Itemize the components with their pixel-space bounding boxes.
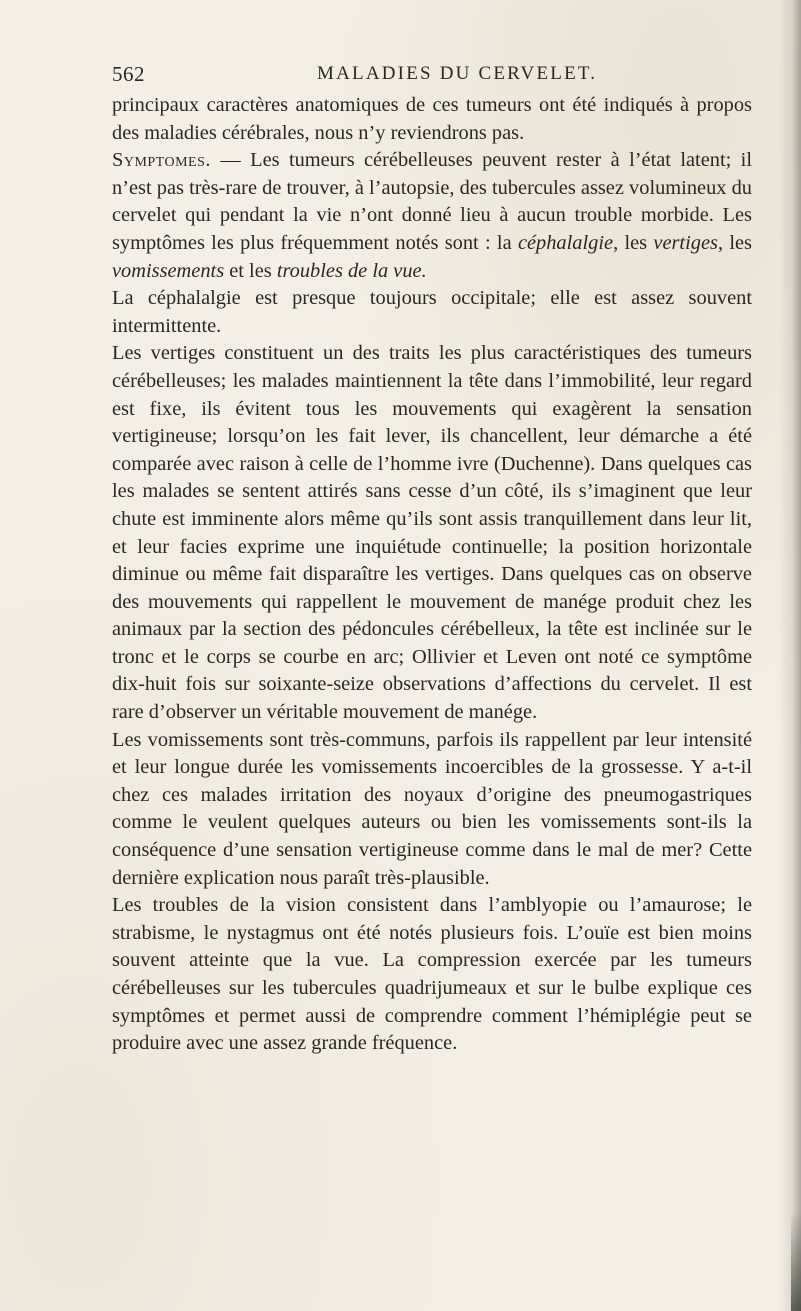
term-cephalalgie: céphalalgie bbox=[517, 231, 614, 254]
paragraph-vision bbox=[112, 892, 752, 1058]
paragraph-text: , les bbox=[613, 231, 654, 254]
paragraph-continuation bbox=[112, 92, 752, 147]
page-edge-stain bbox=[791, 1210, 801, 1311]
paragraph-text: Les vertiges constituent un des traits les plus caractéristiques des tumeurs cérébelleuses; les malades maintiennent la tête dans l’immobilité, leur regard est fixe, ils évitent tous les mouvements qui exagèrent la sensation vertigineuse; lorsqu’on les fait lever, ils chancellent, leur démarche a été comparée avec raison à celle de l’homme ivre (Duchenne). Dans quelques cas les malades se sentent attirés sans cesse d’un côté, ils s’imaginent que leur chute est imminente alors même qu’ils sont assis tranquillement dans leur lit, et leur facies exprime une inquiétude continuelle; la position horizontale diminue ou même fait disparaître les vertiges. Dans quelques cas on observe des mouvements qui rappellent le mouvement de manége produit chez les animaux par la section des pédoncules cérébelleux, la tête est inclinée sur le tronc et le corps se courbe en arc; Ollivier et Leven ont noté ce symptôme dix-huit fois sur soixante-seize observations d’affections du cervelet. Il est rare d’observer un véritable mouvement de manége. bbox=[112, 342, 752, 724]
paragraph-text: , les bbox=[717, 231, 752, 254]
paragraph-vertiges bbox=[112, 340, 752, 726]
paragraph-vomissements bbox=[112, 727, 752, 893]
paragraph-text: principaux caractères anatomiques de ces tumeurs ont été indiqués à propos des maladies cérébrales, nous n’y reviendrons pas. bbox=[112, 94, 752, 144]
page-number: 562 bbox=[112, 62, 145, 86]
running-title: MALADIES DU CERVELET. bbox=[317, 63, 598, 84]
paragraph-symptoms bbox=[112, 147, 752, 285]
paragraph-text: — Les tumeurs cérébelleuses peuvent rester à l’état latent; il n’est pas très-rare de trouver, à l’autopsie, des tubercules assez volumineux du cervelet qui pendant la vie n’ont donné lieu à aucun trouble morbide. Les symptômes les plus fréquemment notés sont : la bbox=[112, 149, 752, 254]
section-heading-symptoms: Symptomes. bbox=[112, 149, 211, 172]
paragraph-text: Les vomissements sont très-communs, parfois ils rappellent par leur intensité et leur longue durée les vomissements incoercibles de la grossesse. Y a-t-il chez ces malades irritation des noyaux d’origine des pneumogastriques comme le veulent quelques auteurs ou bien les vomissements sont-ils la conséquence d’une sensation vertigineuse comme dans le mal de mer? Cette dernière explication nous paraît très-plausible. bbox=[112, 728, 752, 889]
paragraph-text: Les troubles de la vision consistent dans l’amblyopie ou l’amaurose; le strabisme, le nystagmus ont été notés plusieurs fois. L’ouïe est bien moins souvent atteinte que la vue. La compression exercée par les tumeurs cérébelleuses sur les tubercules quadrijumeaux et sur le bulbe explique ces symptômes et permet aussi de comprendre comment l’hémiplégie peut se produire avec une assez grande fréquence. bbox=[112, 894, 752, 1055]
page-edge-shadow bbox=[779, 0, 801, 1311]
paragraph-text: La céphalalgie est presque toujours occipitale; elle est assez souvent intermittente. bbox=[112, 287, 752, 337]
page-header bbox=[112, 62, 752, 92]
paragraph-text: et les bbox=[224, 259, 277, 282]
term-troubles-vue: troubles de la vue. bbox=[276, 259, 427, 282]
body-text bbox=[112, 92, 752, 1058]
term-vertiges: vertiges bbox=[653, 231, 718, 254]
paragraph-cephalalgie bbox=[112, 285, 752, 340]
term-vomissements: vomissements bbox=[112, 259, 225, 282]
